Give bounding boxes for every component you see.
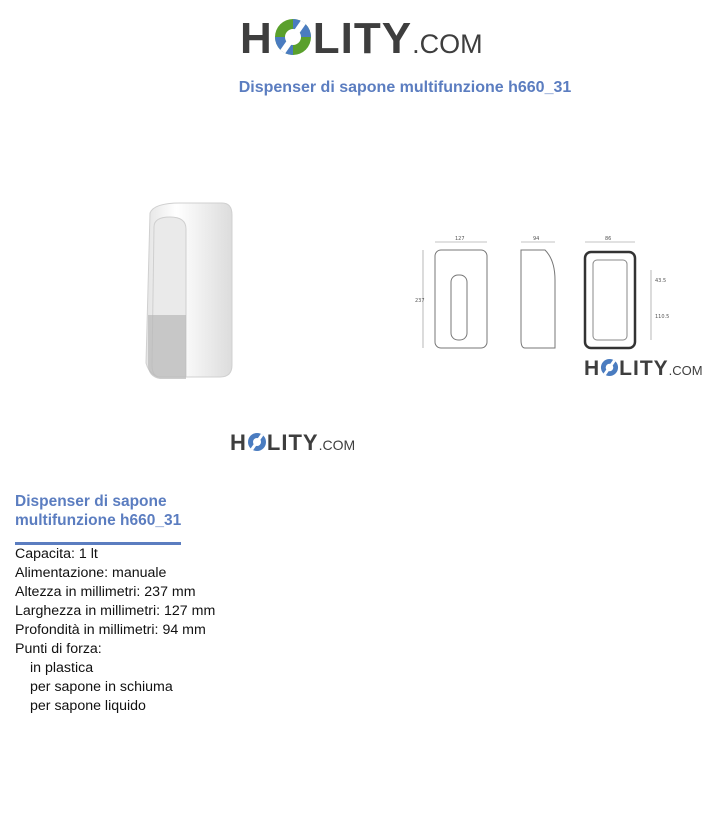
dim-back-width: 86 <box>605 236 612 242</box>
product-photo <box>110 195 240 395</box>
logo-letter-h: H <box>584 357 601 380</box>
logo-letter-h: H <box>240 14 273 63</box>
logo-o-icon <box>273 14 313 64</box>
logo-letter-h: H <box>230 430 247 455</box>
spec-width: Larghezza in millimetri: 127 mm <box>15 603 216 619</box>
dim-side-b: 110.5 <box>655 314 670 320</box>
dim-depth: 94 <box>533 236 540 242</box>
dim-height: 237 <box>415 298 425 304</box>
spec-capacity: Capacita: 1 lt <box>15 546 98 562</box>
product-title: Dispenser di sapone multifunzione h660_31 <box>15 493 182 529</box>
logo-o-icon <box>247 430 267 456</box>
spec-strengths-heading: Punti di forza: <box>15 641 102 657</box>
logo-tld: .COM <box>318 437 356 453</box>
spec-height: Altezza in millimetri: 237 mm <box>15 584 196 600</box>
holity-logo-small <box>230 430 355 456</box>
logo-letters-lity: LITY <box>266 430 319 455</box>
holity-logo-small <box>584 357 703 381</box>
technical-drawing <box>385 230 695 360</box>
spec-list <box>15 545 215 716</box>
logo-tld: .COM <box>668 363 703 378</box>
page-title: Dispenser di sapone multifunzione h660_31 <box>238 79 572 96</box>
dim-width: 127 <box>455 236 465 242</box>
strength-item: per sapone in schiuma <box>30 679 173 695</box>
holity-logo[interactable] <box>240 14 483 64</box>
logo-letters-lity: LITY <box>312 14 413 63</box>
logo-tld: .COM <box>412 29 483 59</box>
dim-side-a: 43.5 <box>655 278 667 284</box>
strength-item: in plastica <box>30 660 94 676</box>
spec-power: Alimentazione: manuale <box>15 565 167 581</box>
logo-letters-lity: LITY <box>619 357 669 380</box>
logo-o-icon <box>600 357 619 381</box>
spec-depth: Profondità in millimetri: 94 mm <box>15 622 206 638</box>
strength-item: per sapone liquido <box>30 698 146 714</box>
